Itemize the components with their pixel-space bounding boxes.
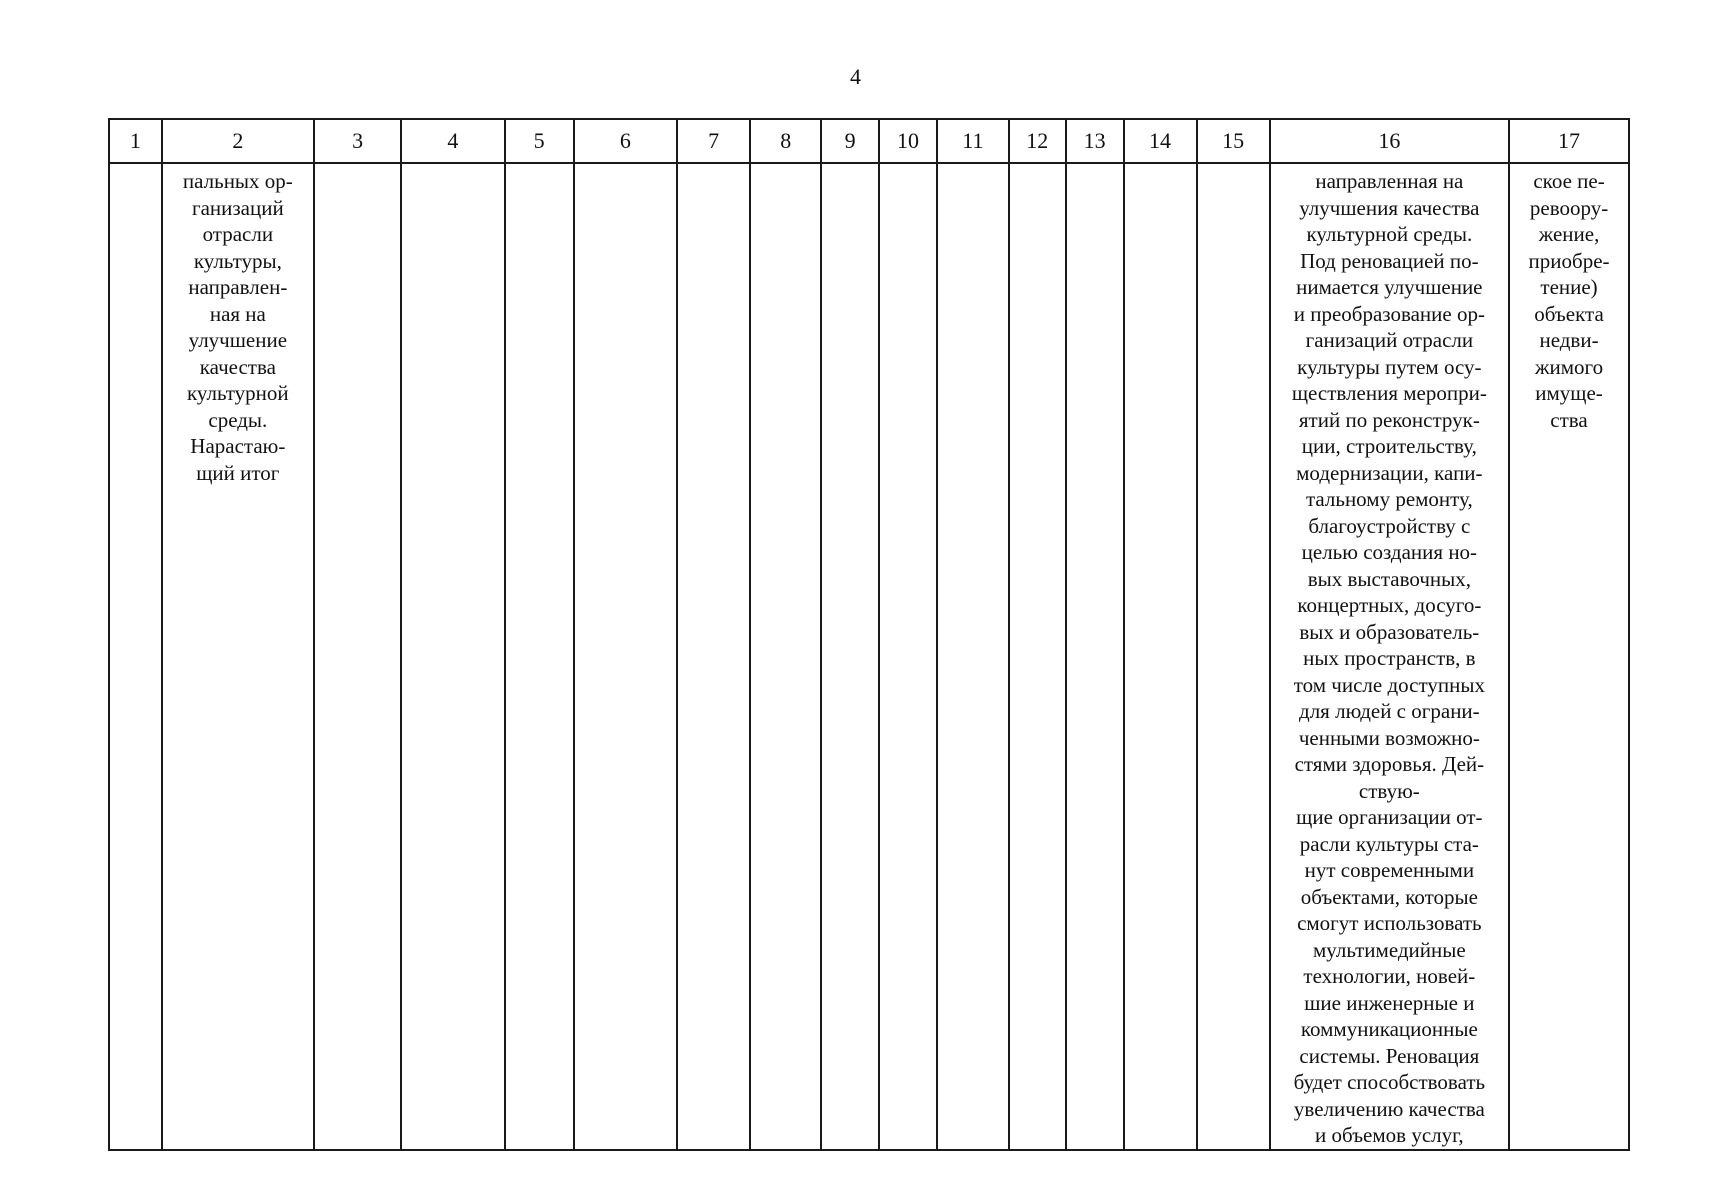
column-header: 2 (162, 119, 314, 163)
column-header: 5 (505, 119, 574, 163)
table-cell (162, 163, 314, 1150)
cell-text: ское пе- ревоору- жение, приобре- тение) объекта недви- жимого имуще- ства (1528, 169, 1610, 432)
cell-text (1198, 164, 1269, 168)
column-header: 12 (1009, 119, 1066, 163)
column-header: 3 (314, 119, 401, 163)
cell-text (822, 164, 878, 168)
table-cell (937, 163, 1009, 1150)
table-cell (109, 163, 162, 1150)
column-header: 17 (1509, 119, 1629, 163)
column-header: 16 (1270, 119, 1509, 163)
column-header: 14 (1124, 119, 1197, 163)
column-header: 15 (1197, 119, 1270, 163)
column-header: 10 (879, 119, 937, 163)
table-cell (574, 163, 677, 1150)
cell-text (880, 164, 936, 168)
cell-text (938, 164, 1008, 168)
table-cell (505, 163, 574, 1150)
cell-text (315, 164, 400, 168)
column-header: 1 (109, 119, 162, 163)
column-header: 7 (677, 119, 750, 163)
table-cell (401, 163, 504, 1150)
cell-text: пальных ор- ганизаций отрасли культуры, направлен- ная на улучшение качества культурной среды. Нарастаю- щий итог (182, 169, 293, 485)
data-table (108, 118, 1630, 1151)
page-number: 4 (850, 64, 861, 89)
table-cell (1270, 163, 1509, 1150)
table-row (109, 163, 1629, 1150)
cell-text: направленная на улучшения качества культурной среды. Под реновацией по- нимается улучшение и преобразование ор- ганизаций отрасли культуры путем осу- ществления меропри- ятий по реконструк- ции, строительству, модернизации, капи- тальному ремонту, благоустройству с целью создания но- вых выставочных, концертных, досуго- вых и образователь- ных пространств, в том числе доступных для людей с ограни- ченными возможно- стями здоровья. Дей- ствую- щие организации от- расли культуры ста- нут современными объектами, которые смогут использовать мультимедийные технологии, новей- шие инженерные и коммуникационные системы. Реновация будет способствовать увеличению качества и объемов услуг, (1291, 169, 1487, 1147)
table-cell (750, 163, 821, 1150)
table-cell (1509, 163, 1629, 1150)
table-cell (314, 163, 401, 1150)
column-header: 9 (821, 119, 879, 163)
cell-text (1067, 164, 1123, 168)
table-cell (821, 163, 879, 1150)
cell-text (751, 164, 820, 168)
column-header: 13 (1066, 119, 1124, 163)
table-cell (1009, 163, 1066, 1150)
table-cell (1197, 163, 1270, 1150)
cell-text (110, 164, 161, 168)
column-header: 6 (574, 119, 677, 163)
column-header: 8 (750, 119, 821, 163)
column-header: 4 (401, 119, 504, 163)
header-row (109, 119, 1629, 163)
cell-text (1125, 164, 1196, 168)
table-cell (879, 163, 937, 1150)
table-cell (1124, 163, 1197, 1150)
cell-text (678, 164, 749, 168)
cell-text (575, 164, 676, 168)
cell-text (402, 164, 503, 168)
table-cell (1066, 163, 1124, 1150)
table-cell (677, 163, 750, 1150)
cell-text (1010, 164, 1065, 168)
cell-text (506, 164, 573, 168)
column-header: 11 (937, 119, 1009, 163)
